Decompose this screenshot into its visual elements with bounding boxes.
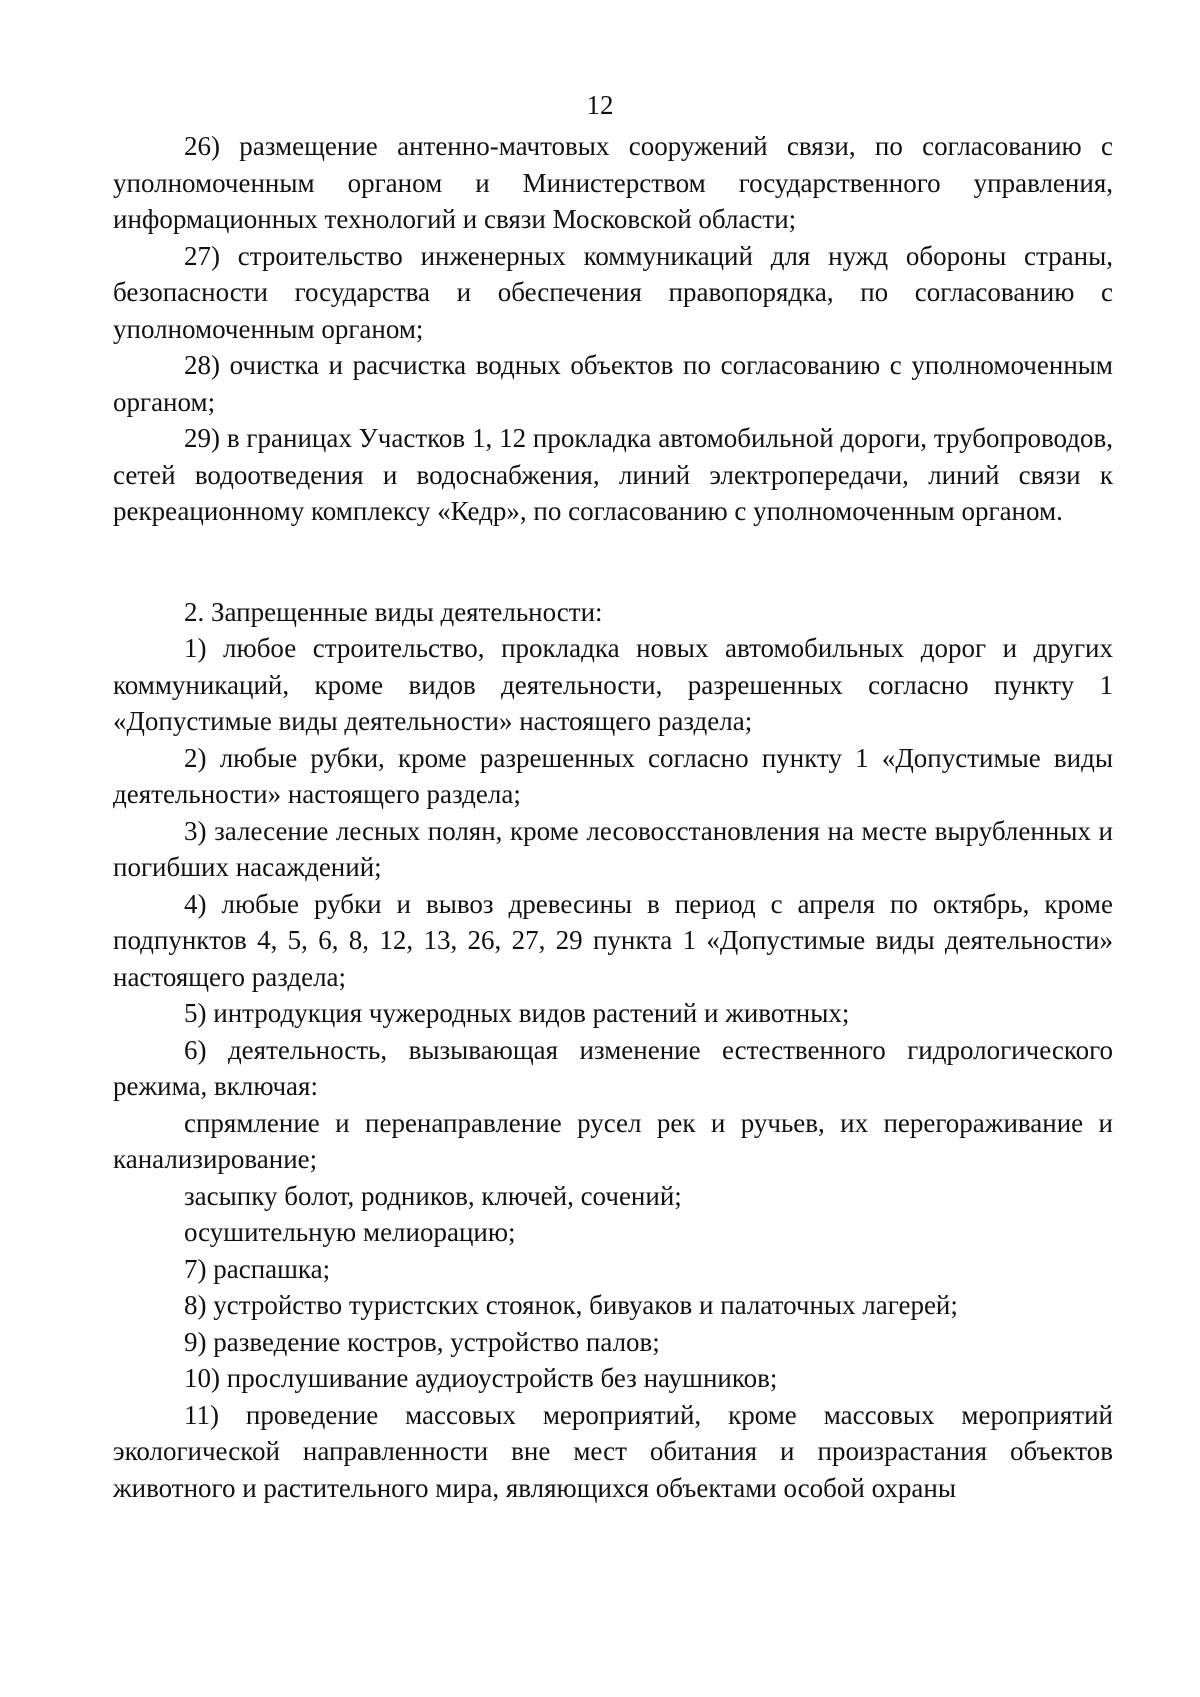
section-spacer	[113, 530, 1113, 594]
prohibited-item-3: 3) залесение лесных полян, кроме лесовосстановления на месте вырубленных и погибших насаждений;	[113, 815, 1113, 882]
prohibited-item-6-sub-3: осушительную мелиорацию;	[184, 1217, 516, 1247]
page-number: 12	[586, 90, 614, 120]
prohibited-item-5: 5) интродукция чужеродных видов растений и животных;	[184, 998, 850, 1028]
section-heading: 2. Запрещенные виды деятельности:	[184, 596, 603, 627]
prohibited-item-4: 4) любые рубки и вывоз древесины в период с апреля по октябрь, кроме подпунктов 4, 5, 6, 8, 12, 13, 26, 27, 29 пункта 1 «Допустимые виды деятельности» настоящего раздела;	[113, 888, 1113, 992]
prohibited-item-7: 7) распашка;	[184, 1253, 331, 1284]
paragraph-item-28: 28) очистка и расчистка водных объектов по согласованию с уполномоченным органом;	[113, 350, 1113, 417]
prohibited-item-6: 6) деятельность, вызывающая изменение естественного гидрологического режима, включая:	[113, 1034, 1113, 1101]
prohibited-item-8: 8) устройство туристских стоянок, бивуаков и палаточных лагерей;	[184, 1290, 958, 1320]
paragraph-item-29: 29) в границах Участков 1, 12 прокладка автомобильной дороги, трубопроводов, сетей водоотведения и водоснабжения, линий электропередачи, линий связи к рекреационному комплексу «Кедр», по согласованию с уполномоченным органом.	[113, 423, 1113, 526]
prohibited-item-2: 2) любые рубки, кроме разрешенных согласно пункту 1 «Допустимые виды деятельности» настоящего раздела;	[113, 742, 1113, 809]
prohibited-item-10: 10) прослушивание аудиоустройств без наушников;	[184, 1363, 778, 1393]
prohibited-item-6-sub-1: спрямление и перенаправление русел рек и ручьев, их перегораживание и канализирование;	[113, 1107, 1113, 1174]
prohibited-item-1: 1) любое строительство, прокладка новых автомобильных дорог и других коммуникаций, кроме видов деятельности, разрешенных согласно пункту 1 «Допустимые виды деятельности» настоящего раздела;	[113, 633, 1113, 736]
document-body	[113, 128, 1113, 1506]
paragraph-item-26: 26) размещение антенно-мачтовых сооружений связи, по согласованию с уполномоченным органом и Министерством государственного управления, информационных технологий и связи Московской области;	[113, 131, 1113, 234]
paragraph-item-27: 27) строительство инженерных коммуникаций для нужд обороны страны, безопасности государства и обеспечения правопорядка, по согласованию с уполномоченным органом;	[113, 240, 1113, 344]
prohibited-item-6-sub-2: засыпку болот, родников, ключей, сочений;	[184, 1180, 682, 1211]
prohibited-item-11: 11) проведение массовых мероприятий, кроме массовых мероприятий экологической направленности вне мест обитания и произрастания объектов животного и растительного мира, являющихся объектами особой охраны	[113, 1399, 1113, 1503]
prohibited-item-9: 9) разведение костров, устройство палов;	[184, 1326, 660, 1357]
